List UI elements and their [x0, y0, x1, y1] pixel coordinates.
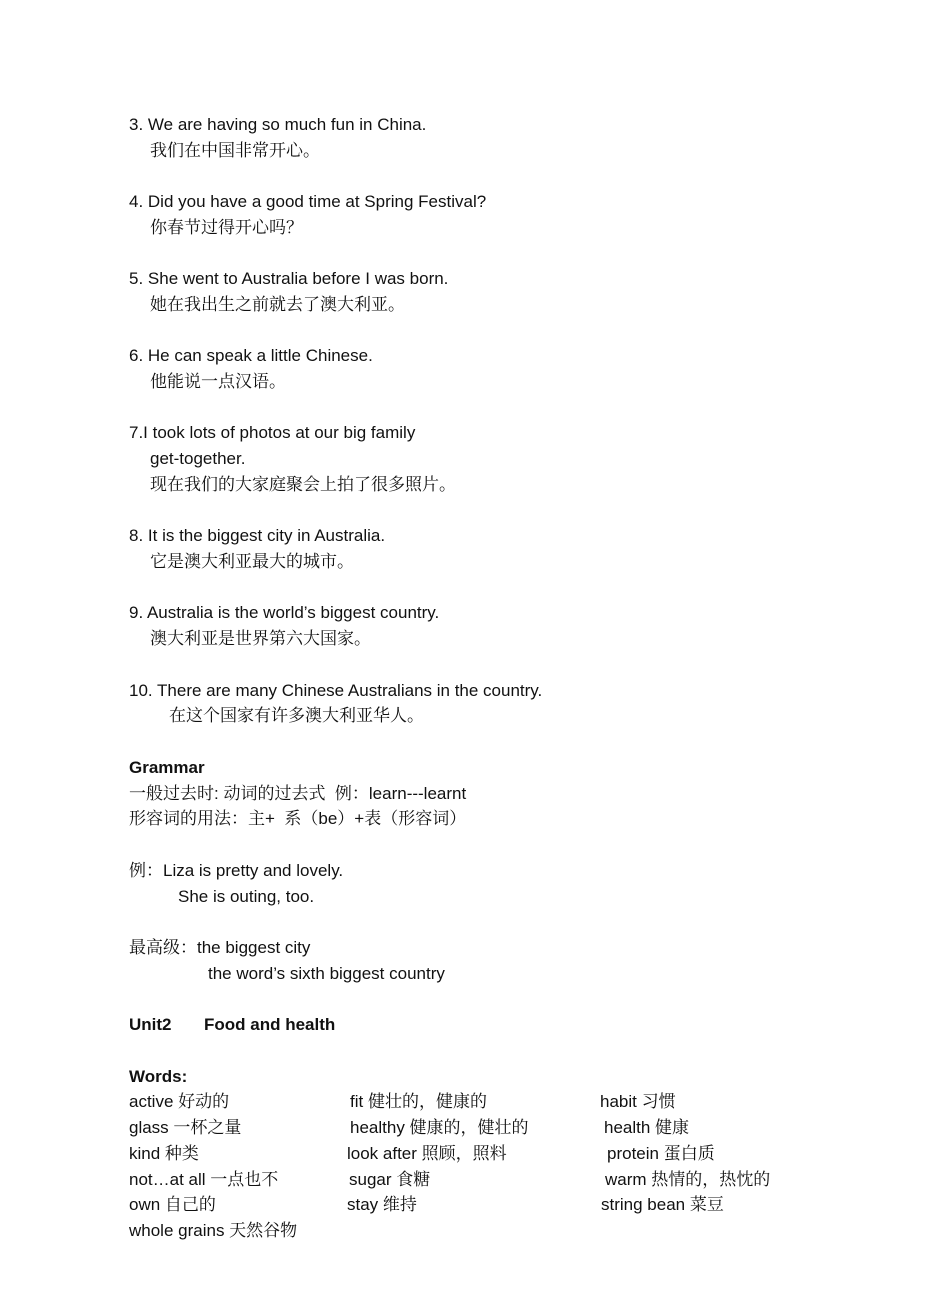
- sentence-7-zh: 现在我们的大家庭聚会上拍了很多照片。: [150, 475, 456, 494]
- word-item: health 健康: [604, 1118, 690, 1137]
- word-item: habit 习惯: [600, 1092, 676, 1111]
- words-heading: Words:: [129, 1067, 188, 1086]
- word-item: healthy 健康的，健壮的: [350, 1118, 529, 1137]
- grammar-adjective-usage: 形容词的用法：主+ 系（be）+表（形容词）: [129, 809, 467, 828]
- sentence-3-zh: 我们在中国非常开心。: [150, 141, 320, 160]
- sentence-5-zh: 她在我出生之前就去了澳大利亚。: [150, 295, 405, 314]
- unit-title: Food and health: [204, 1015, 336, 1034]
- sentence-10-en: 10. There are many Chinese Australians in the country.: [129, 681, 543, 700]
- sentence-7-en-cont: get-together.: [150, 449, 246, 468]
- sentence-4-en: 4. Did you have a good time at Spring Festival?: [129, 192, 487, 211]
- sentence-6-zh: 他能说一点汉语。: [150, 372, 286, 391]
- sentence-8-zh: 它是澳大利亚最大的城市。: [150, 552, 354, 571]
- sentence-7-en: 7.I took lots of photos at our big family: [129, 423, 416, 442]
- sentence-5-en: 5. She went to Australia before I was born.: [129, 269, 449, 288]
- word-item: stay 维持: [347, 1195, 417, 1214]
- word-item: not…at all 一点也不: [129, 1170, 279, 1189]
- word-item: protein 蛋白质: [607, 1144, 715, 1163]
- word-item: glass 一杯之量: [129, 1118, 242, 1137]
- sentence-9-en: 9. Australia is the world’s biggest country.: [129, 603, 440, 622]
- sentence-4-zh: 你春节过得开心吗？: [150, 218, 303, 237]
- word-item: warm 热情的，热忱的: [605, 1170, 771, 1189]
- grammar-superlative: 最高级：the biggest city: [129, 938, 311, 957]
- word-item: kind 种类: [129, 1144, 199, 1163]
- sentence-8-en: 8. It is the biggest city in Australia.: [129, 526, 386, 545]
- grammar-superlative-cont: the word’s sixth biggest country: [208, 964, 445, 983]
- sentence-9-zh: 澳大利亚是世界第六大国家。: [150, 629, 371, 648]
- word-item: own 自己的: [129, 1195, 216, 1214]
- word-item: fit 健壮的，健康的: [350, 1092, 487, 1111]
- grammar-example: 例：Liza is pretty and lovely.: [129, 861, 344, 880]
- unit-code: Unit2: [129, 1015, 172, 1034]
- word-item: active 好动的: [129, 1092, 230, 1111]
- word-item: sugar 食糖: [349, 1170, 431, 1189]
- sentence-6-en: 6. He can speak a little Chinese.: [129, 346, 373, 365]
- word-item: look after 照顾，照料: [347, 1144, 507, 1163]
- word-item: string bean 菜豆: [601, 1195, 724, 1214]
- sentence-3-en: 3. We are having so much fun in China.: [129, 115, 427, 134]
- grammar-heading: Grammar: [129, 758, 205, 777]
- grammar-example-cont: She is outing, too.: [178, 887, 315, 906]
- grammar-past-tense: 一般过去时: 动词的过去式 例：learn---learnt: [129, 784, 467, 803]
- sentence-10-zh: 在这个国家有许多澳大利亚华人。: [169, 706, 424, 725]
- word-item: whole grains 天然谷物: [129, 1221, 298, 1240]
